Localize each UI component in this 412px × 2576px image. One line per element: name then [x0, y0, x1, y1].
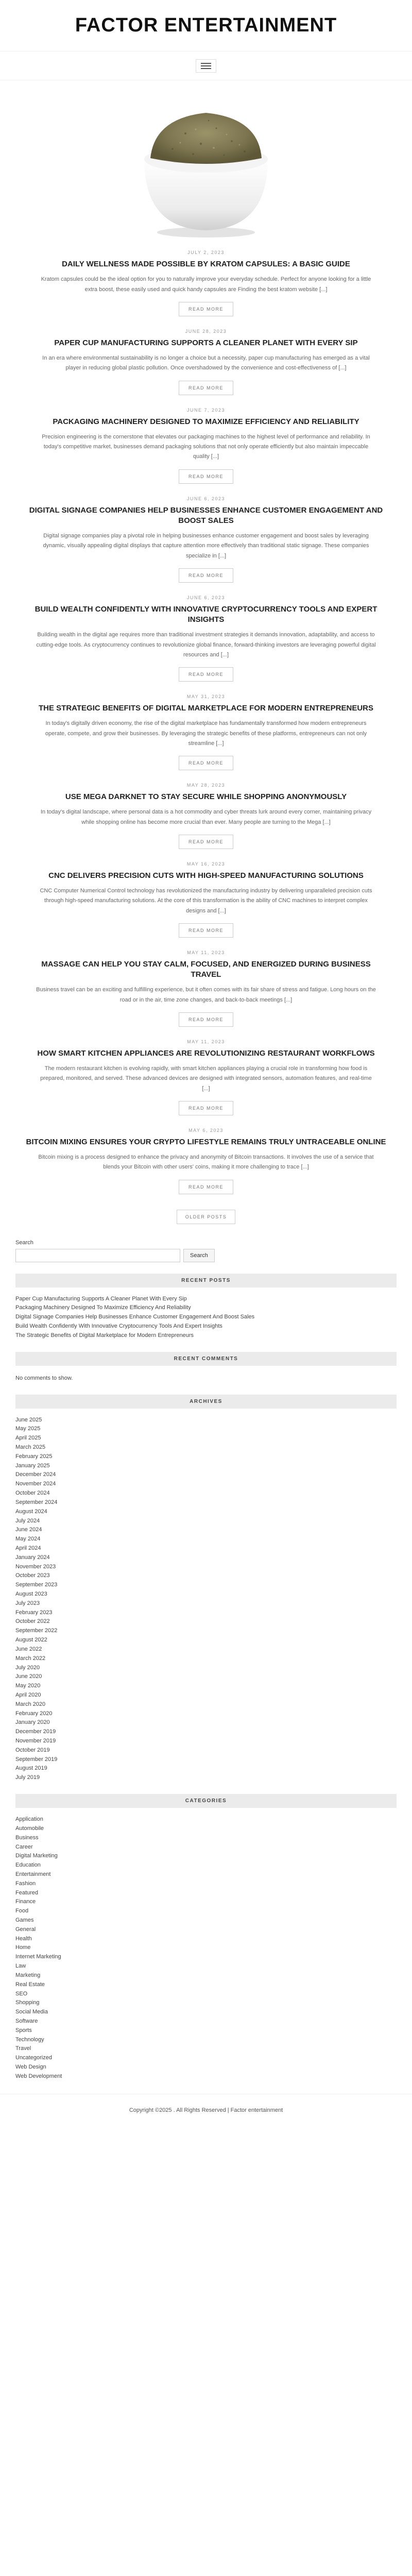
post-title[interactable]: DAILY WELLNESS MADE POSSIBLE BY KRATOM CAPSULES: A BASIC GUIDE	[62, 260, 350, 268]
archive-item	[15, 1709, 397, 1719]
archive-item	[15, 1737, 397, 1746]
category-item-link[interactable]: Featured	[15, 1889, 39, 1896]
categories-widget	[15, 1794, 397, 2081]
archive-item-link[interactable]: August 2019	[15, 1765, 47, 1772]
archive-item	[15, 1636, 397, 1645]
category-item	[15, 1834, 397, 1843]
post-card	[15, 1121, 397, 1199]
archive-item	[15, 1718, 397, 1727]
category-item-link[interactable]: Travel	[15, 2045, 31, 2052]
category-item	[15, 2063, 397, 2072]
archive-item	[15, 1563, 397, 1572]
archive-item	[15, 1617, 397, 1626]
archive-item-link[interactable]: July 2019	[15, 1774, 40, 1781]
post-title[interactable]: PAPER CUP MANUFACTURING SUPPORTS A CLEANER PLANET WITH EVERY SIP	[54, 338, 358, 347]
read-more-button[interactable]: READ MORE	[179, 469, 233, 484]
category-item	[15, 1943, 397, 1953]
post-excerpt: Business travel can be an exciting and fulfilling experience, but it often comes with its fair share of stress and fatigue. Long hours on the road or in the air, time zone changes, and back-to-back meetings [...]	[36, 987, 376, 1003]
archive-item-link[interactable]: June 2024	[15, 1527, 42, 1533]
post-excerpt: Precision engineering is the cornerstone that elevates our packaging machines to the highest level of performance and reliability. In today's competitive market, businesses demand packaging solutions that not only operate efficiently but also maintain impeccable quality [...]	[42, 433, 370, 460]
recent-posts-widget	[15, 1274, 397, 1341]
archive-item-link[interactable]: September 2024	[15, 1499, 58, 1505]
category-item	[15, 2036, 397, 2045]
category-item	[15, 2054, 397, 2063]
archive-item-link[interactable]: December 2019	[15, 1728, 56, 1735]
site-title[interactable]: FACTOR ENTERTAINMENT	[75, 14, 337, 36]
category-item	[15, 1962, 397, 1971]
post-title[interactable]: PACKAGING MACHINERY DESIGNED TO MAXIMIZE EFFICIENCY AND RELIABILITY	[53, 417, 359, 426]
category-item-link[interactable]: Fashion	[15, 1880, 36, 1887]
archive-item	[15, 1645, 397, 1654]
search-label: Search	[15, 1239, 33, 1246]
archive-item-link[interactable]: October 2022	[15, 1618, 50, 1625]
archive-item	[15, 1425, 397, 1434]
category-item-link[interactable]: Games	[15, 1917, 34, 1923]
kratom-bowl-image	[124, 97, 288, 242]
pagination	[15, 1199, 397, 1240]
category-item	[15, 1879, 397, 1889]
archive-item	[15, 1489, 397, 1498]
post-card	[15, 400, 397, 489]
post-excerpt: Bitcoin mixing is a process designed to enhance the privacy and anonymity of Bitcoin transactions. It involves the use of a service that blends your Bitcoin with other users' coins, making it more challenging to trace [...]	[38, 1154, 374, 1171]
archive-item-link[interactable]: April 2024	[15, 1545, 41, 1551]
archive-item	[15, 1507, 397, 1517]
recent-post-item	[15, 1322, 397, 1331]
archive-item	[15, 1498, 397, 1507]
category-item-link[interactable]: Real Estate	[15, 1981, 45, 1988]
category-item-link[interactable]: Internet Marketing	[15, 1954, 61, 1960]
archive-item	[15, 1470, 397, 1480]
archive-item-link[interactable]: March 2022	[15, 1655, 46, 1662]
archive-item-link[interactable]: May 2025	[15, 1426, 41, 1432]
category-item-link[interactable]: Web Development	[15, 2073, 62, 2079]
category-item-link[interactable]: Software	[15, 2018, 38, 2024]
category-item	[15, 1843, 397, 1852]
hamburger-icon	[201, 63, 211, 64]
category-item	[15, 1998, 397, 2008]
archive-item-link[interactable]: September 2022	[15, 1628, 58, 1634]
recent-comments-widget	[15, 1352, 397, 1383]
recent-post-item-link[interactable]: Digital Signage Companies Help Businesses Enhance Customer Engagement And Boost Sales	[15, 1314, 255, 1320]
archive-item-link[interactable]: September 2019	[15, 1756, 58, 1762]
category-item	[15, 1907, 397, 1916]
archive-item-link[interactable]: February 2025	[15, 1453, 53, 1460]
category-item-link[interactable]: Uncategorized	[15, 2055, 52, 2061]
archive-item	[15, 1626, 397, 1636]
archive-item-link[interactable]: June 2025	[15, 1416, 42, 1423]
older-posts-button[interactable]: OLDER POSTS	[177, 1210, 236, 1224]
archive-item-link[interactable]: January 2020	[15, 1719, 50, 1726]
post-card	[15, 243, 397, 321]
archive-item-link[interactable]: May 2024	[15, 1536, 41, 1543]
nav-bar	[0, 52, 412, 80]
hamburger-icon	[201, 68, 211, 69]
archive-item-link[interactable]: August 2023	[15, 1591, 47, 1597]
archive-item	[15, 1452, 397, 1462]
post-card	[15, 775, 397, 854]
menu-toggle-button[interactable]	[196, 59, 216, 73]
archive-item	[15, 1590, 397, 1599]
read-more-button[interactable]: READ MORE	[179, 568, 233, 583]
archive-item-link[interactable]: April 2020	[15, 1691, 41, 1698]
read-more-button[interactable]: READ MORE	[179, 756, 233, 770]
category-item-link[interactable]: Digital Marketing	[15, 1853, 58, 1859]
post-title[interactable]: BUILD WEALTH CONFIDENTLY WITH INNOVATIVE CRYPTOCURRENCY TOOLS AND EXPERT INSIGHTS	[35, 604, 377, 624]
archive-item	[15, 1535, 397, 1544]
post-title[interactable]: DIGITAL SIGNAGE COMPANIES HELP BUSINESSES ENHANCE CUSTOMER ENGAGEMENT AND BOOST SALES	[29, 505, 383, 525]
archive-item-link[interactable]: March 2025	[15, 1444, 46, 1450]
footer-copyright: Copyright ©2025 . All Rights Reserved | Factor entertainment	[129, 2107, 283, 2114]
site-footer	[0, 2094, 412, 2127]
archive-item-link[interactable]: October 2024	[15, 1490, 50, 1497]
hamburger-icon	[201, 65, 211, 66]
category-item-link[interactable]: Automobile	[15, 1825, 44, 1832]
post-date: MAY 16, 2023	[186, 861, 226, 867]
recent-post-item	[15, 1295, 397, 1304]
hero-image	[15, 96, 397, 243]
archive-item-link[interactable]: June 2022	[15, 1646, 42, 1652]
archive-item	[15, 1434, 397, 1443]
category-item	[15, 2017, 397, 2026]
post-excerpt: In today's digitally driven economy, the rise of the digital marketplace has fundamentally transformed how modern entrepreneurs operate, compete, and grow their businesses. By leveraging the strategic benefits of these platforms, entrepreneurs can not only streamline [...]	[45, 720, 367, 747]
archive-item-link[interactable]: August 2024	[15, 1508, 47, 1515]
archive-item-link[interactable]: November 2019	[15, 1738, 56, 1744]
archive-item-link[interactable]: October 2019	[15, 1747, 50, 1753]
category-item-link[interactable]: General	[15, 1926, 36, 1933]
post-date: JUNE 7, 2023	[186, 407, 226, 413]
archives-widget	[15, 1395, 397, 1783]
category-item-link[interactable]: Shopping	[15, 1999, 40, 2006]
read-more-button[interactable]: READ MORE	[179, 381, 233, 395]
category-item-link[interactable]: Business	[15, 1834, 39, 1841]
post-title[interactable]: CNC DELIVERS PRECISION CUTS WITH HIGH-SPEED MANUFACTURING SOLUTIONS	[48, 871, 364, 880]
archive-item	[15, 1553, 397, 1563]
recent-comments-title: RECENT COMMENTS	[15, 1352, 397, 1366]
category-item-link[interactable]: Food	[15, 1908, 29, 1914]
category-item	[15, 1852, 397, 1861]
post-title[interactable]: MASSAGE CAN HELP YOU STAY CALM, FOCUSED, AND ENERGIZED DURING BUSINESS TRAVEL	[41, 959, 371, 979]
post-title[interactable]: HOW SMART KITCHEN APPLIANCES ARE REVOLUTIONIZING RESTAURANT WORKFLOWS	[37, 1048, 375, 1058]
sidebar	[15, 1240, 397, 2081]
recent-post-item	[15, 1313, 397, 1322]
post-date: MAY 11, 2023	[187, 1039, 225, 1044]
read-more-button[interactable]: READ MORE	[179, 1101, 233, 1115]
post-title[interactable]: THE STRATEGIC BENEFITS OF DIGITAL MARKETPLACE FOR MODERN ENTREPRENEURS	[38, 704, 374, 713]
post-date: MAY 6, 2023	[188, 1127, 224, 1133]
category-item	[15, 1935, 397, 1944]
archive-item	[15, 1599, 397, 1608]
category-item	[15, 2072, 397, 2081]
recent-post-item-link[interactable]: Paper Cup Manufacturing Supports A Cleaner Planet With Every Sip	[15, 1295, 187, 1302]
category-item	[15, 2044, 397, 2054]
category-item	[15, 1953, 397, 1962]
post-card	[15, 1032, 397, 1121]
post-card	[15, 321, 397, 400]
post-excerpt: Digital signage companies play a pivotal role in helping businesses enhance customer engagement and boost sales by leveraging dynamic, visually appealing digital displays that capture attention more effectively than traditional static signage. These companies specialize in [...]	[43, 533, 369, 559]
post-excerpt: In today's digital landscape, where personal data is a hot commodity and cyber threats lurk around every corner, maintaining privacy while shopping online has become more crucial than ever. Many people are turning to the Mega [...]	[40, 809, 372, 825]
post-excerpt: The modern restaurant kitchen is evolving rapidly, with smart kitchen appliances playing a crucial role in transforming how food is prepared, monitored, and served. These advanced devices are designed with integrated sensors, automation features, and real-time [...]	[40, 1065, 372, 1092]
archive-item-link[interactable]: February 2023	[15, 1609, 53, 1616]
category-item-link[interactable]: Finance	[15, 1899, 36, 1905]
archive-item	[15, 1672, 397, 1682]
archive-item	[15, 1480, 397, 1489]
archive-item	[15, 1746, 397, 1755]
read-more-button[interactable]: READ MORE	[179, 835, 233, 849]
category-item-link[interactable]: Home	[15, 1944, 31, 1951]
category-item	[15, 1925, 397, 1935]
post-title[interactable]: BITCOIN MIXING ENSURES YOUR CRYPTO LIFESTYLE REMAINS TRULY UNTRACEABLE ONLINE	[26, 1137, 386, 1146]
category-item-link[interactable]: Social Media	[15, 2009, 48, 2015]
archives-title: ARCHIVES	[15, 1395, 397, 1409]
post-excerpt: CNC Computer Numerical Control technology has revolutionized the manufacturing industry by delivering unparalleled precision cuts through high-speed manufacturing solutions. At the core of this transformation is the ability of CNC machines to interpret complex designs and [...]	[40, 888, 372, 914]
category-item-link[interactable]: Technology	[15, 2036, 44, 2043]
category-item	[15, 1815, 397, 1824]
search-button[interactable]: Search	[183, 1249, 215, 1262]
read-more-button[interactable]: READ MORE	[179, 667, 233, 682]
archive-item-link[interactable]: March 2020	[15, 1701, 46, 1707]
post-card	[15, 854, 397, 943]
archive-item	[15, 1544, 397, 1553]
archive-item	[15, 1581, 397, 1590]
archive-item	[15, 1416, 397, 1425]
site-header	[0, 0, 412, 52]
category-item	[15, 1916, 397, 1925]
post-card	[15, 489, 397, 588]
recent-post-item-link[interactable]: The Strategic Benefits of Digital Marketplace for Modern Entrepreneurs	[15, 1332, 194, 1338]
post-date: MAY 28, 2023	[186, 783, 226, 788]
archive-item	[15, 1755, 397, 1765]
category-item-link[interactable]: SEO	[15, 1990, 28, 1997]
categories-title: CATEGORIES	[15, 1794, 397, 1808]
category-item-link[interactable]: Marketing	[15, 1972, 41, 1978]
recent-post-item	[15, 1331, 397, 1341]
post-title[interactable]: USE MEGA DARKNET TO STAY SECURE WHILE SHOPPING ANONYMOUSLY	[65, 792, 347, 801]
recent-post-item-link[interactable]: Packaging Machinery Designed To Maximize Efficiency And Reliability	[15, 1304, 191, 1311]
archive-item	[15, 1764, 397, 1773]
category-item-link[interactable]: Health	[15, 1935, 32, 1942]
archive-item-link[interactable]: April 2025	[15, 1435, 41, 1442]
post-excerpt: In an era where environmental sustainability is no longer a choice but a necessity, paper cup manufacturing has emerged as a vital player in reducing global plastic pollution. Once overshadowed by the convenience and cost-effectiveness of [...]	[42, 355, 370, 371]
archive-item-link[interactable]: December 2024	[15, 1471, 56, 1478]
archive-item-link[interactable]: February 2020	[15, 1710, 53, 1717]
post-list	[15, 243, 397, 1199]
category-item	[15, 1870, 397, 1879]
read-more-button[interactable]: READ MORE	[179, 1180, 233, 1194]
category-item	[15, 1971, 397, 1980]
archive-item	[15, 1773, 397, 1783]
post-card	[15, 588, 397, 687]
archive-item-link[interactable]: July 2023	[15, 1600, 40, 1606]
category-item	[15, 1990, 397, 1999]
archive-item-link[interactable]: July 2020	[15, 1664, 40, 1671]
recent-post-item-link[interactable]: Build Wealth Confidently With Innovative Cryptocurrency Tools And Expert Insights	[15, 1323, 222, 1329]
archive-item	[15, 1691, 397, 1700]
archive-item-link[interactable]: October 2023	[15, 1572, 50, 1579]
category-item-link[interactable]: Law	[15, 1963, 26, 1970]
post-excerpt: Building wealth in the digital age requires more than traditional investment strategies it demands innovation, adaptability, and access to cutting-edge tools. As cryptocurrency continues to revolutionize global finance, forward-thinking investors are leveraging powerful digital resources and [...]	[36, 632, 376, 658]
post-date: JUNE 28, 2023	[185, 328, 227, 334]
category-item	[15, 1824, 397, 1834]
category-item	[15, 1889, 397, 1898]
category-item-link[interactable]: Career	[15, 1843, 33, 1850]
post-date: JULY 2, 2023	[187, 250, 225, 255]
archive-item-link[interactable]: January 2024	[15, 1554, 50, 1561]
category-item-link[interactable]: Application	[15, 1816, 43, 1823]
archive-item-link[interactable]: August 2022	[15, 1637, 47, 1643]
category-item	[15, 1861, 397, 1870]
category-item	[15, 1980, 397, 1990]
category-item-link[interactable]: Web Design	[15, 2064, 46, 2070]
archive-item	[15, 1462, 397, 1471]
archive-item-link[interactable]: June 2020	[15, 1673, 42, 1680]
category-item-link[interactable]: Sports	[15, 2027, 32, 2033]
archive-item	[15, 1571, 397, 1581]
search-widget	[15, 1240, 397, 1262]
search-input[interactable]	[15, 1249, 180, 1262]
archive-item	[15, 1443, 397, 1452]
post-date: MAY 31, 2023	[186, 694, 226, 699]
post-date: JUNE 6, 2023	[186, 595, 226, 600]
archive-item-link[interactable]: November 2024	[15, 1481, 56, 1487]
read-more-button[interactable]: READ MORE	[179, 923, 233, 938]
archive-item	[15, 1526, 397, 1535]
category-item	[15, 2026, 397, 2036]
archive-item	[15, 1517, 397, 1526]
archive-item-link[interactable]: May 2020	[15, 1683, 41, 1689]
post-date: MAY 11, 2023	[187, 950, 225, 955]
post-excerpt: Kratom capsules could be the ideal option for you to naturally improve your everyday schedule. Perfect for anyone looking for a little extra boost, these easily used and quick handy capsules are Finding the best kratom website [...]	[41, 276, 371, 293]
archive-item	[15, 1727, 397, 1737]
archive-item-link[interactable]: July 2024	[15, 1517, 40, 1524]
main-content	[15, 96, 397, 2081]
archive-item	[15, 1664, 397, 1673]
archive-item-link[interactable]: November 2023	[15, 1563, 56, 1570]
category-item	[15, 1897, 397, 1907]
recent-posts-title: RECENT POSTS	[15, 1274, 397, 1287]
archive-item-link[interactable]: January 2025	[15, 1462, 50, 1469]
read-more-button[interactable]: READ MORE	[179, 302, 233, 316]
archive-item-link[interactable]: September 2023	[15, 1582, 58, 1588]
recent-post-item	[15, 1303, 397, 1313]
archive-item	[15, 1654, 397, 1664]
archive-item	[15, 1700, 397, 1709]
archive-item	[15, 1682, 397, 1691]
no-comments-text: No comments to show.	[15, 1375, 73, 1381]
category-item-link[interactable]: Education	[15, 1862, 41, 1869]
read-more-button[interactable]: READ MORE	[179, 1012, 233, 1027]
post-card	[15, 943, 397, 1032]
category-item-link[interactable]: Entertainment	[15, 1871, 51, 1877]
category-item	[15, 2008, 397, 2017]
archive-item	[15, 1608, 397, 1618]
post-date: JUNE 6, 2023	[186, 496, 226, 501]
post-card	[15, 687, 397, 775]
